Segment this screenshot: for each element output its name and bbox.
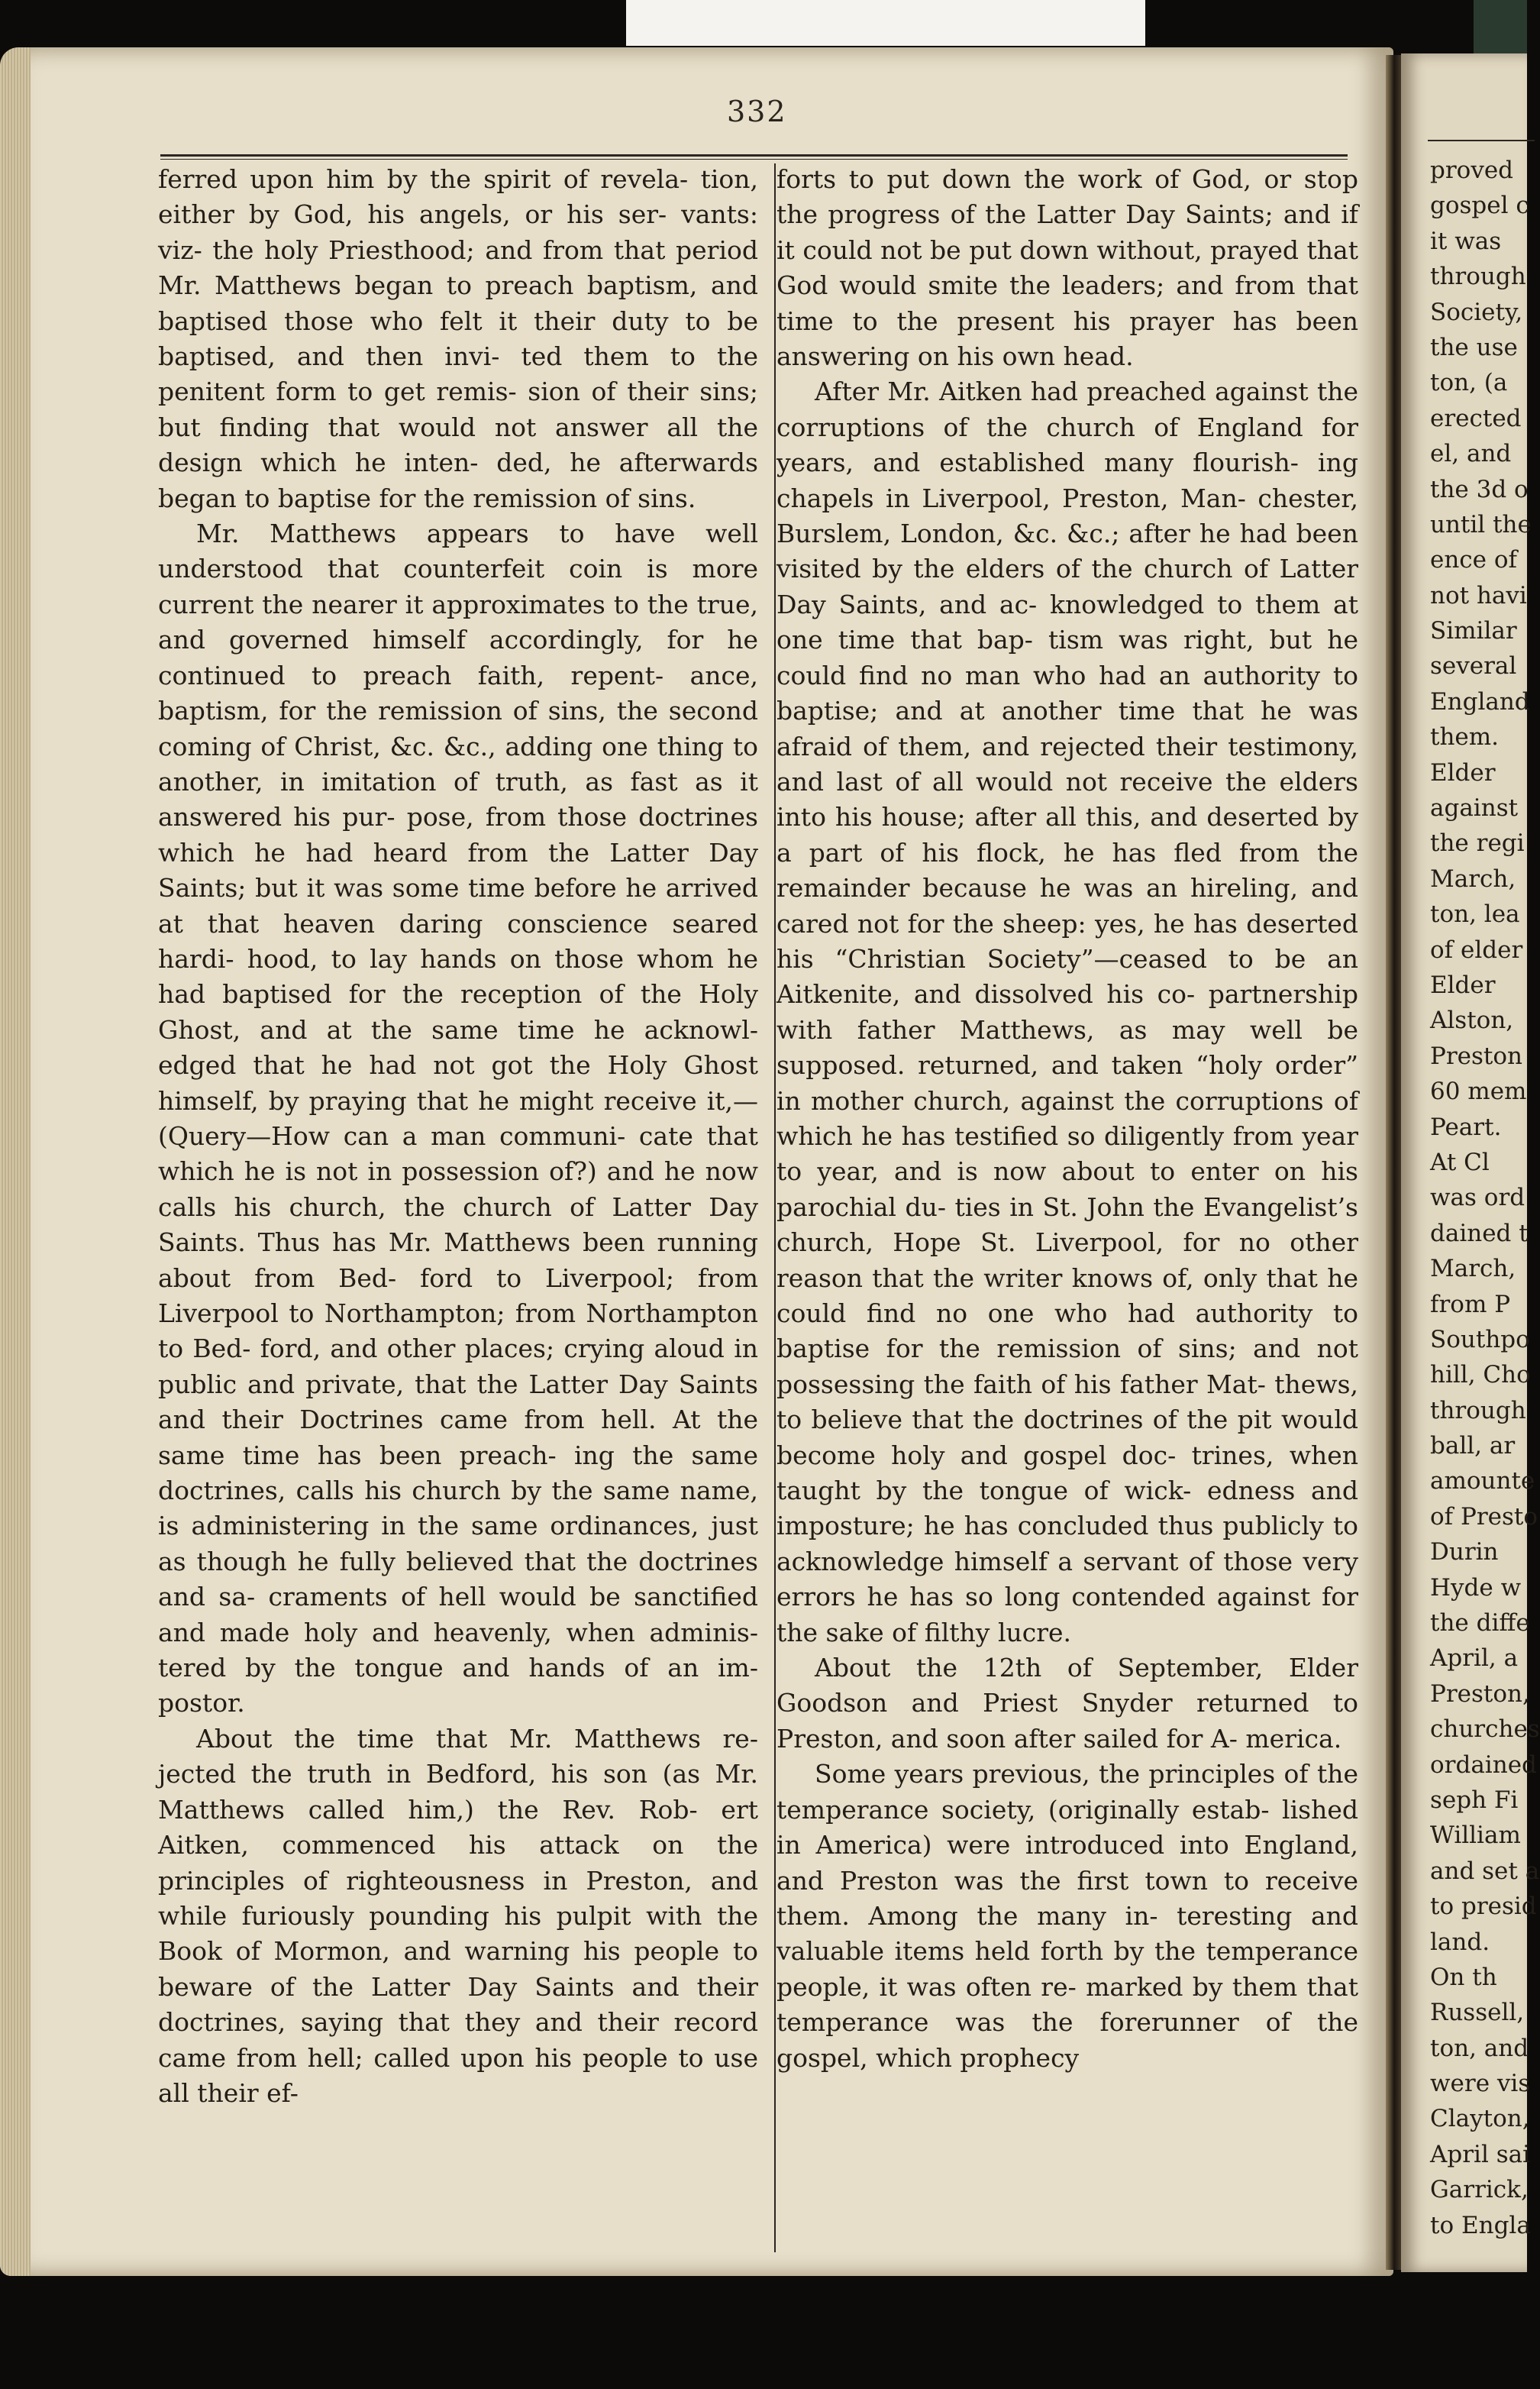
facing-page-line: to presid: [1430, 1893, 1537, 1921]
facing-page-line: Similar: [1430, 617, 1517, 645]
paragraph: Some years previous, the principles of the temperance society, (originally estab- lished in America) were introduced into England, and Preston was the first town to receive them. Among the many in- teresting and valuable items held forth by the temperance people, it was often re- marked by them that temperance was the forerunner of the gospel, which prophecy: [776, 1759, 1358, 2073]
facing-page-line: Hyde w: [1430, 1573, 1522, 1602]
facing-page-line: Garrick,: [1430, 2176, 1529, 2204]
left-column: [158, 162, 758, 2111]
facing-page-line: of elder: [1430, 936, 1523, 964]
facing-page-line: ordained: [1430, 1751, 1537, 1779]
facing-page-line: gospel c: [1430, 192, 1529, 220]
facing-page-line: churches: [1430, 1715, 1540, 1744]
facing-page-rule: [1428, 140, 1535, 141]
facing-page-text: [1430, 153, 1540, 2243]
paragraph: Mr. Matthews appears to have well understood that counterfeit coin is more current the nearer it approximates to the true, and governed himself accordingly, for he continued to preach faith, repent- ance, baptism, for the remission of sins, the second coming of Christ, &c. &c., adding one thing to another, in imitation of truth, as fast as it answered his pur- pose, from those doctrines which he had heard from the Latter Day Saints; but it was some time before he arrived at that heaven daring conscience seared hardi- hood, to lay hands on those whom he had baptised for the reception of the Holy Ghost, and at the same time he acknowl- edged that he had not got the Holy Ghost himself, by praying that he might receive it,—(Query—How can a man communi- cate that which he is not in possession of?) and he now calls his church, the church of Latter Day Saints. Thus has Mr. Matthews been running about from Bed- ford to Liverpool; from Liverpool to Northampton; from Northampton to Bed- ford, and other places; crying aloud in public and private, that the Latter Day Saints and their Doctrines came from hell. At the same time has been preach- ing the same doctrines, calls his church by the same name, is administering in the same ordinances, just as though he fully believed that the doctrines and sa- craments of hell would be sanctified and made holy and heavenly, when adminis- tered by the tongue and hands of an im- postor.: [158, 519, 758, 1718]
paragraph: ferred upon him by the spirit of revela- tion, either by God, his angels, or his ser- vants: viz- the holy Priesthood; and from that period Mr. Matthews began to preach baptism, and baptised those who felt it their duty to be baptised, and then invi- ted them to the penitent form to get remis- sion of their sins; but finding that would not answer all the design which he inten- ded, he afterwards began to baptise for the remission of sins.: [158, 164, 758, 513]
facing-page-line: the regi: [1430, 829, 1525, 858]
facing-page-line: ton, and: [1430, 2034, 1529, 2062]
facing-page-line: el, and: [1430, 440, 1512, 468]
page-edges: [0, 47, 31, 2276]
facing-page-line: the 3d o: [1430, 475, 1529, 503]
facing-page-line: Durin: [1430, 1538, 1499, 1566]
facing-page-line: ence of: [1430, 546, 1518, 574]
facing-page-line: to Engla: [1430, 2211, 1531, 2239]
facing-page-line: amounte: [1430, 1467, 1535, 1495]
header-rule-thin: [160, 159, 1348, 160]
paragraph: After Mr. Aitken had preached against the corruptions of the church of England for years, and established many flourish- ing chapels in Liverpool, Preston, Man- chester, Burslem, London, &c. &c.; after he had been visited by the elders of the church of Latter Day Saints, and ac- knowledged to them at one time that bap- tism was right, but he could find no man who had an authority to baptise; and at another time that he was afraid of them, and rejected their testimony, and last of all would not receive the elders into his house; after all this, and deserted by a part of his flock, he has fled from the remainder because he was an hireling, and cared not for the sheep: yes, he has deserted his “Christian Society”—ceased to be an Aitkenite, and dissolved his co- partnership with father Matthews, as may well be supposed. returned, and taken “holy order” in mother church, against the corruptions of which he has testified so diligently from year to year, and is now about to enter on his parochial du- ties in St. John the Evangelist’s church, Hope St. Liverpool, for no other reason that the writer knows of, only that he could find no one who had authority to baptise for the remission of sins; and not possessing the faith of his father Mat- thews, to believe that the doctrines of the pit would become holy and gospel doc- trines, when taught by the tongue of wick- edness and imposture; he has concluded thus publicly to acknowledge himself a servant of those very errors he has so long contended against for the sake of filthy lucre.: [776, 377, 1358, 1647]
facing-page-line: against: [1430, 794, 1519, 823]
paragraph: forts to put down the work of God, or stop the progress of the Latter Day Saints; and if it could not be put down without, prayed that God would smite the leaders; and from that time to the present his prayer has been answering on his own head.: [776, 164, 1358, 372]
facing-page-line: On th: [1430, 1963, 1497, 1991]
facing-page-line: hill, Cho: [1430, 1361, 1531, 1389]
facing-page-line: April, a: [1430, 1644, 1519, 1673]
facing-page-line: Preston: [1430, 1042, 1523, 1070]
bottom-background: [0, 2276, 1527, 2389]
facing-page-line: April sai: [1430, 2140, 1531, 2168]
facing-page-line: through: [1430, 263, 1526, 291]
facing-page-line: Society,: [1430, 298, 1523, 326]
paragraph: About the 12th of September, Elder Goodson and Priest Snyder returned to Preston, and soon after sailed for A- merica.: [776, 1653, 1358, 1754]
facing-page-line: At Cl: [1430, 1148, 1490, 1176]
facing-page-line: Russell,: [1430, 1999, 1525, 2027]
right-column: [776, 162, 1358, 2076]
facing-page-line: William: [1430, 1822, 1521, 1850]
facing-page-line: several: [1430, 652, 1517, 680]
header-rule: [160, 154, 1348, 157]
facing-page-line: seph Fi: [1430, 1786, 1519, 1814]
facing-page-line: March,: [1430, 1255, 1516, 1283]
facing-page-line: ball, ar: [1430, 1432, 1516, 1460]
facing-page-line: the diffe: [1430, 1609, 1530, 1637]
facing-page-line: were vis: [1430, 2070, 1531, 2098]
facing-page-line: through: [1430, 1396, 1526, 1424]
facing-page-line: Southpo: [1430, 1325, 1530, 1353]
facing-page-line: March,: [1430, 865, 1516, 893]
facing-page-line: dained t: [1430, 1219, 1529, 1247]
facing-page-line: ton, lea: [1430, 900, 1520, 929]
facing-page-line: the use: [1430, 333, 1518, 361]
facing-page-line: Preston,: [1430, 1679, 1530, 1708]
background-strip: [626, 0, 1145, 46]
facing-page-line: erected: [1430, 404, 1522, 432]
facing-page-line: not havi: [1430, 581, 1527, 609]
facing-page-line: land.: [1430, 1928, 1490, 1956]
column-divider: [774, 163, 776, 2252]
facing-page-line: and set a: [1430, 1857, 1540, 1885]
facing-page-line: Peart.: [1430, 1113, 1502, 1141]
facing-page-line: 60 mem: [1430, 1078, 1527, 1106]
facing-page-line: it was: [1430, 227, 1502, 255]
page-number: 332: [727, 95, 787, 128]
facing-page-line: them.: [1430, 723, 1500, 752]
facing-page-line: proved: [1430, 157, 1514, 184]
facing-page-line: ton, (a: [1430, 369, 1508, 397]
facing-page-line: Clayton,: [1430, 2105, 1530, 2133]
facing-page-line: Elder: [1430, 758, 1496, 787]
facing-page-line: until the: [1430, 510, 1532, 538]
facing-page-line: from P: [1430, 1290, 1511, 1318]
facing-page-line: was ord: [1430, 1184, 1525, 1212]
facing-page-line: England: [1430, 687, 1530, 716]
book-gutter: [1386, 55, 1403, 2270]
facing-page-line: Elder: [1430, 971, 1496, 999]
facing-page-line: Alston,: [1430, 1007, 1514, 1035]
paragraph: About the time that Mr. Matthews re- jected the truth in Bedford, his son (as Mr. Matthews called him,) the Rev. Rob- ert Aitken, commenced his attack on the principles of righteousness in Preston, and while furiously pounding his pulpit with the Book of Mormon, and warning his people to beware of the Latter Day Saints and their doctrines, saying that they and their record came from hell; called upon his people to use all their ef-: [158, 1723, 758, 2108]
facing-page-line: of Presto: [1430, 1502, 1538, 1531]
